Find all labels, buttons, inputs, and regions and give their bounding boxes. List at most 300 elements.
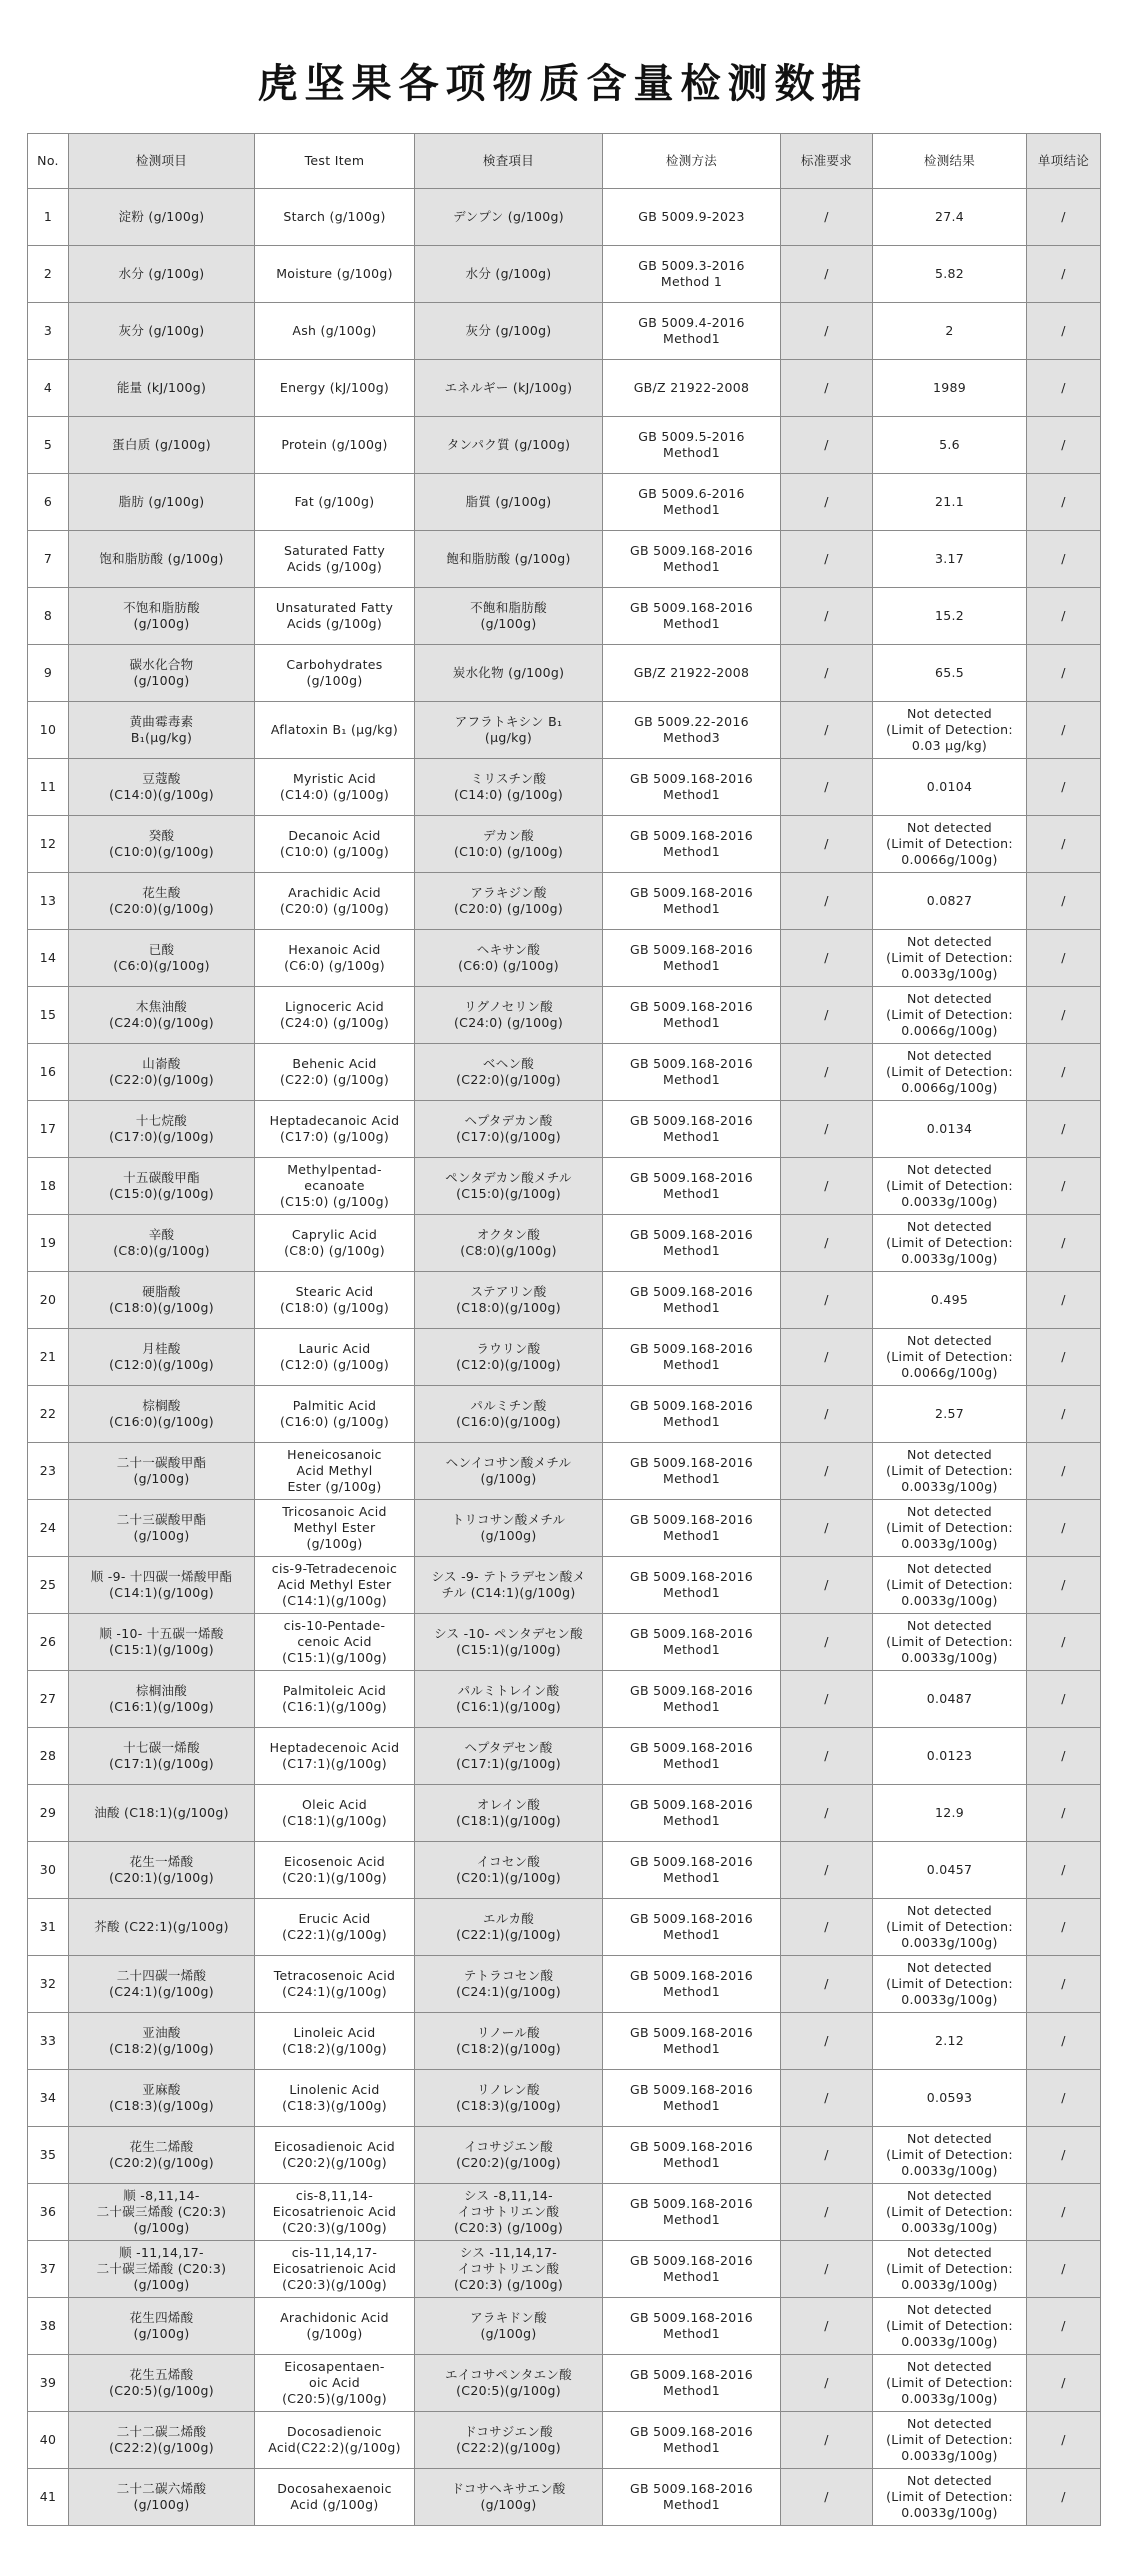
cell-item-jp: トリコサン酸メチル (g/100g)	[415, 1500, 603, 1557]
cell-method: GB 5009.168-2016 Method1	[603, 588, 781, 645]
cell-row-number: 7	[28, 531, 69, 588]
cell-result: Not detected (Limit of Detection: 0.0033g/100g)	[873, 1158, 1027, 1215]
cell-conclusion: /	[1027, 816, 1101, 873]
cell-item-en: Erucic Acid (C22:1)(g/100g)	[255, 1899, 415, 1956]
cell-result: Not detected (Limit of Detection: 0.03 μg/kg)	[873, 702, 1027, 759]
cell-method: GB 5009.168-2016 Method1	[603, 1158, 781, 1215]
cell-item-cn: 硬脂酸 (C18:0)(g/100g)	[69, 1272, 255, 1329]
cell-item-jp: ステアリン酸 (C18:0)(g/100g)	[415, 1272, 603, 1329]
cell-item-en: Heptadecenoic Acid (C17:1)(g/100g)	[255, 1728, 415, 1785]
cell-row-number: 8	[28, 588, 69, 645]
cell-conclusion: /	[1027, 303, 1101, 360]
cell-method: GB 5009.168-2016 Method1	[603, 2241, 781, 2298]
table-row	[28, 1443, 1101, 1500]
cell-method: GB 5009.168-2016 Method1	[603, 1272, 781, 1329]
header-item-en: Test Item	[255, 134, 415, 189]
cell-standard: /	[781, 645, 873, 702]
cell-method: GB 5009.168-2016 Method1	[603, 987, 781, 1044]
cell-row-number: 16	[28, 1044, 69, 1101]
cell-method: GB 5009.168-2016 Method1	[603, 1443, 781, 1500]
cell-standard: /	[781, 2355, 873, 2412]
cell-standard: /	[781, 1443, 873, 1500]
cell-method: GB 5009.6-2016 Method1	[603, 474, 781, 531]
cell-item-jp: シス -10- ペンタデセン酸 (C15:1)(g/100g)	[415, 1614, 603, 1671]
cell-row-number: 1	[28, 189, 69, 246]
cell-method: GB 5009.168-2016 Method1	[603, 759, 781, 816]
table-row	[28, 474, 1101, 531]
cell-item-jp: ヘプタデセン酸 (C17:1)(g/100g)	[415, 1728, 603, 1785]
table-row	[28, 1671, 1101, 1728]
cell-conclusion: /	[1027, 759, 1101, 816]
cell-item-cn: 顺 -8,11,14- 二十碳三烯酸 (C20:3) (g/100g)	[69, 2184, 255, 2241]
cell-row-number: 15	[28, 987, 69, 1044]
cell-standard: /	[781, 2013, 873, 2070]
cell-row-number: 32	[28, 1956, 69, 2013]
cell-standard: /	[781, 360, 873, 417]
cell-conclusion: /	[1027, 1443, 1101, 1500]
cell-conclusion: /	[1027, 1386, 1101, 1443]
cell-result: 0.495	[873, 1272, 1027, 1329]
cell-result: Not detected (Limit of Detection: 0.0033g/100g)	[873, 2298, 1027, 2355]
cell-item-jp: アラキドン酸 (g/100g)	[415, 2298, 603, 2355]
cell-item-jp: オレイン酸 (C18:1)(g/100g)	[415, 1785, 603, 1842]
cell-method: GB 5009.168-2016 Method1	[603, 873, 781, 930]
cell-item-jp: オクタン酸 (C8:0)(g/100g)	[415, 1215, 603, 1272]
cell-standard: /	[781, 1614, 873, 1671]
cell-result: 5.82	[873, 246, 1027, 303]
cell-method: GB 5009.3-2016 Method 1	[603, 246, 781, 303]
table-row	[28, 1557, 1101, 1614]
table-row	[28, 1101, 1101, 1158]
cell-result: Not detected (Limit of Detection: 0.0033g/100g)	[873, 2241, 1027, 2298]
cell-item-cn: 花生酸 (C20:0)(g/100g)	[69, 873, 255, 930]
cell-result: 21.1	[873, 474, 1027, 531]
table-row	[28, 1899, 1101, 1956]
cell-item-cn: 花生一烯酸 (C20:1)(g/100g)	[69, 1842, 255, 1899]
cell-item-jp: シス -8,11,14- イコサトリエン酸 (C20:3) (g/100g)	[415, 2184, 603, 2241]
cell-row-number: 33	[28, 2013, 69, 2070]
cell-result: Not detected (Limit of Detection: 0.0033g/100g)	[873, 1443, 1027, 1500]
cell-item-jp: デンプン (g/100g)	[415, 189, 603, 246]
cell-conclusion: /	[1027, 2355, 1101, 2412]
cell-standard: /	[781, 2412, 873, 2469]
cell-standard: /	[781, 1158, 873, 1215]
results-table	[27, 133, 1101, 2526]
cell-item-en: Eicosadienoic Acid (C20:2)(g/100g)	[255, 2127, 415, 2184]
cell-row-number: 5	[28, 417, 69, 474]
cell-item-en: Arachidonic Acid (g/100g)	[255, 2298, 415, 2355]
cell-result: Not detected (Limit of Detection: 0.0033g/100g)	[873, 2412, 1027, 2469]
cell-conclusion: /	[1027, 588, 1101, 645]
cell-result: 12.9	[873, 1785, 1027, 1842]
cell-result: Not detected (Limit of Detection: 0.0033g/100g)	[873, 2469, 1027, 2526]
cell-item-jp: ドコサヘキサエン酸 (g/100g)	[415, 2469, 603, 2526]
cell-conclusion: /	[1027, 1329, 1101, 1386]
table-row	[28, 1614, 1101, 1671]
table-row	[28, 645, 1101, 702]
cell-method: GB 5009.168-2016 Method1	[603, 1101, 781, 1158]
table-row	[28, 2241, 1101, 2298]
cell-item-en: Palmitoleic Acid (C16:1)(g/100g)	[255, 1671, 415, 1728]
cell-item-jp: ドコサジエン酸 (C22:2)(g/100g)	[415, 2412, 603, 2469]
header-conclusion: 单项结论	[1027, 134, 1101, 189]
cell-item-cn: 花生四烯酸 (g/100g)	[69, 2298, 255, 2355]
cell-item-jp: イコセン酸 (C20:1)(g/100g)	[415, 1842, 603, 1899]
cell-method: GB 5009.168-2016 Method1	[603, 2412, 781, 2469]
cell-result: 0.0593	[873, 2070, 1027, 2127]
cell-item-en: Heneicosanoic Acid Methyl Ester (g/100g)	[255, 1443, 415, 1500]
cell-conclusion: /	[1027, 1158, 1101, 1215]
cell-item-cn: 油酸 (C18:1)(g/100g)	[69, 1785, 255, 1842]
cell-method: GB 5009.168-2016 Method1	[603, 1614, 781, 1671]
cell-item-en: Lauric Acid (C12:0) (g/100g)	[255, 1329, 415, 1386]
cell-standard: /	[781, 588, 873, 645]
cell-conclusion: /	[1027, 1842, 1101, 1899]
cell-method: GB/Z 21922-2008	[603, 645, 781, 702]
table-row	[28, 2298, 1101, 2355]
cell-method: GB 5009.168-2016 Method1	[603, 1728, 781, 1785]
cell-standard: /	[781, 303, 873, 360]
cell-item-en: Lignoceric Acid (C24:0) (g/100g)	[255, 987, 415, 1044]
cell-item-cn: 灰分 (g/100g)	[69, 303, 255, 360]
cell-method: GB 5009.168-2016 Method1	[603, 2070, 781, 2127]
cell-item-en: Eicosenoic Acid (C20:1)(g/100g)	[255, 1842, 415, 1899]
cell-standard: /	[781, 759, 873, 816]
cell-result: 1989	[873, 360, 1027, 417]
cell-item-cn: 辛酸 (C8:0)(g/100g)	[69, 1215, 255, 1272]
cell-method: GB 5009.168-2016 Method1	[603, 816, 781, 873]
cell-standard: /	[781, 1101, 873, 1158]
cell-result: Not detected (Limit of Detection: 0.0066g/100g)	[873, 1044, 1027, 1101]
cell-conclusion: /	[1027, 1899, 1101, 1956]
cell-item-en: Eicosapentaen- oic Acid (C20:5)(g/100g)	[255, 2355, 415, 2412]
cell-item-en: Palmitic Acid (C16:0) (g/100g)	[255, 1386, 415, 1443]
cell-conclusion: /	[1027, 360, 1101, 417]
cell-standard: /	[781, 1044, 873, 1101]
cell-standard: /	[781, 531, 873, 588]
cell-row-number: 12	[28, 816, 69, 873]
cell-conclusion: /	[1027, 1671, 1101, 1728]
header-method: 检测方法	[603, 134, 781, 189]
cell-method: GB 5009.5-2016 Method1	[603, 417, 781, 474]
cell-item-jp: アラキジン酸 (C20:0) (g/100g)	[415, 873, 603, 930]
cell-standard: /	[781, 987, 873, 1044]
table-row	[28, 2355, 1101, 2412]
table-row	[28, 1329, 1101, 1386]
cell-result: 0.0134	[873, 1101, 1027, 1158]
cell-result: 2.12	[873, 2013, 1027, 2070]
table-row	[28, 246, 1101, 303]
table-row	[28, 531, 1101, 588]
cell-conclusion: /	[1027, 2298, 1101, 2355]
cell-standard: /	[781, 873, 873, 930]
cell-conclusion: /	[1027, 1557, 1101, 1614]
cell-row-number: 39	[28, 2355, 69, 2412]
cell-row-number: 21	[28, 1329, 69, 1386]
cell-item-cn: 能量 (kJ/100g)	[69, 360, 255, 417]
cell-standard: /	[781, 189, 873, 246]
cell-standard: /	[781, 2298, 873, 2355]
cell-conclusion: /	[1027, 1785, 1101, 1842]
cell-standard: /	[781, 1842, 873, 1899]
cell-conclusion: /	[1027, 1044, 1101, 1101]
cell-item-cn: 二十三碳酸甲酯 (g/100g)	[69, 1500, 255, 1557]
cell-result: Not detected (Limit of Detection: 0.0033g/100g)	[873, 1557, 1027, 1614]
cell-conclusion: /	[1027, 2469, 1101, 2526]
cell-row-number: 19	[28, 1215, 69, 1272]
cell-conclusion: /	[1027, 1101, 1101, 1158]
table-row	[28, 1215, 1101, 1272]
cell-row-number: 41	[28, 2469, 69, 2526]
cell-item-en: Tetracosenoic Acid (C24:1)(g/100g)	[255, 1956, 415, 2013]
table-row	[28, 360, 1101, 417]
cell-item-jp: イコサジエン酸 (C20:2)(g/100g)	[415, 2127, 603, 2184]
table-row	[28, 588, 1101, 645]
cell-row-number: 6	[28, 474, 69, 531]
table-row	[28, 1956, 1101, 2013]
cell-item-en: cis-8,11,14- Eicosatrienoic Acid (C20:3)(g/100g)	[255, 2184, 415, 2241]
cell-item-en: Oleic Acid (C18:1)(g/100g)	[255, 1785, 415, 1842]
cell-row-number: 17	[28, 1101, 69, 1158]
cell-standard: /	[781, 1671, 873, 1728]
cell-item-en: Unsaturated Fatty Acids (g/100g)	[255, 588, 415, 645]
cell-item-cn: 二十四碳一烯酸 (C24:1)(g/100g)	[69, 1956, 255, 2013]
cell-method: GB 5009.168-2016 Method1	[603, 2298, 781, 2355]
cell-method: GB 5009.168-2016 Method1	[603, 2013, 781, 2070]
cell-item-en: Tricosanoic Acid Methyl Ester (g/100g)	[255, 1500, 415, 1557]
table-row	[28, 2412, 1101, 2469]
cell-item-cn: 山嵛酸 (C22:0)(g/100g)	[69, 1044, 255, 1101]
cell-row-number: 20	[28, 1272, 69, 1329]
cell-standard: /	[781, 816, 873, 873]
cell-row-number: 31	[28, 1899, 69, 1956]
cell-method: GB 5009.22-2016 Method3	[603, 702, 781, 759]
cell-result: Not detected (Limit of Detection: 0.0033g/100g)	[873, 1899, 1027, 1956]
cell-result: Not detected (Limit of Detection: 0.0066g/100g)	[873, 1329, 1027, 1386]
cell-row-number: 37	[28, 2241, 69, 2298]
cell-item-jp: ヘキサン酸 (C6:0) (g/100g)	[415, 930, 603, 987]
cell-item-en: Hexanoic Acid (C6:0) (g/100g)	[255, 930, 415, 987]
cell-result: Not detected (Limit of Detection: 0.0033g/100g)	[873, 2184, 1027, 2241]
cell-result: 0.0104	[873, 759, 1027, 816]
cell-row-number: 26	[28, 1614, 69, 1671]
cell-standard: /	[781, 1272, 873, 1329]
cell-item-en: Myristic Acid (C14:0) (g/100g)	[255, 759, 415, 816]
cell-item-jp: シス -11,14,17- イコサトリエン酸 (C20:3) (g/100g)	[415, 2241, 603, 2298]
header-result: 检测结果	[873, 134, 1027, 189]
cell-row-number: 4	[28, 360, 69, 417]
cell-method: GB 5009.168-2016 Method1	[603, 1899, 781, 1956]
cell-conclusion: /	[1027, 702, 1101, 759]
cell-item-cn: 淀粉 (g/100g)	[69, 189, 255, 246]
cell-item-en: Docosadienoic Acid(C22:2)(g/100g)	[255, 2412, 415, 2469]
cell-item-en: Protein (g/100g)	[255, 417, 415, 474]
header-row	[28, 134, 1101, 189]
cell-item-cn: 二十二碳六烯酸 (g/100g)	[69, 2469, 255, 2526]
cell-item-en: Carbohydrates (g/100g)	[255, 645, 415, 702]
cell-row-number: 23	[28, 1443, 69, 1500]
table-header	[28, 134, 1101, 189]
cell-row-number: 11	[28, 759, 69, 816]
cell-method: GB 5009.168-2016 Method1	[603, 1500, 781, 1557]
cell-item-cn: 十七烷酸 (C17:0)(g/100g)	[69, 1101, 255, 1158]
cell-method: GB 5009.168-2016 Method1	[603, 1386, 781, 1443]
table-row	[28, 759, 1101, 816]
cell-item-jp: ペンタデカン酸メチル (C15:0)(g/100g)	[415, 1158, 603, 1215]
cell-standard: /	[781, 1557, 873, 1614]
cell-row-number: 9	[28, 645, 69, 702]
cell-conclusion: /	[1027, 246, 1101, 303]
table-row	[28, 987, 1101, 1044]
cell-item-en: Starch (g/100g)	[255, 189, 415, 246]
cell-item-en: Stearic Acid (C18:0) (g/100g)	[255, 1272, 415, 1329]
cell-method: GB 5009.9-2023	[603, 189, 781, 246]
cell-row-number: 14	[28, 930, 69, 987]
cell-item-cn: 木焦油酸 (C24:0)(g/100g)	[69, 987, 255, 1044]
cell-item-cn: 花生二烯酸 (C20:2)(g/100g)	[69, 2127, 255, 2184]
cell-item-jp: リグノセリン酸 (C24:0) (g/100g)	[415, 987, 603, 1044]
cell-conclusion: /	[1027, 2013, 1101, 2070]
cell-conclusion: /	[1027, 1614, 1101, 1671]
header-no: No.	[28, 134, 69, 189]
cell-conclusion: /	[1027, 873, 1101, 930]
table-row	[28, 2070, 1101, 2127]
cell-item-en: Methylpentad- ecanoate (C15:0) (g/100g)	[255, 1158, 415, 1215]
cell-standard: /	[781, 474, 873, 531]
cell-item-cn: 黄曲霉毒素 B₁(μg/kg)	[69, 702, 255, 759]
cell-method: GB 5009.4-2016 Method1	[603, 303, 781, 360]
cell-standard: /	[781, 246, 873, 303]
table-body	[28, 189, 1101, 2526]
cell-result: Not detected (Limit of Detection: 0.0033g/100g)	[873, 930, 1027, 987]
cell-item-cn: 棕榈酸 (C16:0)(g/100g)	[69, 1386, 255, 1443]
cell-row-number: 13	[28, 873, 69, 930]
cell-result: Not detected (Limit of Detection: 0.0033g/100g)	[873, 2127, 1027, 2184]
cell-result: 3.17	[873, 531, 1027, 588]
cell-item-jp: タンパク質 (g/100g)	[415, 417, 603, 474]
cell-item-cn: 顺 -9- 十四碳一烯酸甲酯 (C14:1)(g/100g)	[69, 1557, 255, 1614]
table-row	[28, 1785, 1101, 1842]
table-row	[28, 1500, 1101, 1557]
cell-item-en: Fat (g/100g)	[255, 474, 415, 531]
page-title: 虎坚果各项物质含量检测数据	[257, 61, 869, 107]
table-row	[28, 2127, 1101, 2184]
cell-standard: /	[781, 2070, 873, 2127]
table-row	[28, 2184, 1101, 2241]
cell-item-jp: 飽和脂肪酸 (g/100g)	[415, 531, 603, 588]
cell-result: 2.57	[873, 1386, 1027, 1443]
cell-item-jp: ミリスチン酸 (C14:0) (g/100g)	[415, 759, 603, 816]
cell-result: Not detected (Limit of Detection: 0.0033g/100g)	[873, 2355, 1027, 2412]
cell-item-cn: 二十一碳酸甲酯 (g/100g)	[69, 1443, 255, 1500]
cell-item-jp: 脂質 (g/100g)	[415, 474, 603, 531]
cell-item-jp: パルミチン酸 (C16:0)(g/100g)	[415, 1386, 603, 1443]
cell-row-number: 29	[28, 1785, 69, 1842]
cell-item-en: cis-11,14,17- Eicosatrienoic Acid (C20:3)(g/100g)	[255, 2241, 415, 2298]
cell-conclusion: /	[1027, 189, 1101, 246]
cell-row-number: 35	[28, 2127, 69, 2184]
cell-row-number: 34	[28, 2070, 69, 2127]
cell-method: GB 5009.168-2016 Method1	[603, 1044, 781, 1101]
cell-row-number: 2	[28, 246, 69, 303]
cell-conclusion: /	[1027, 2070, 1101, 2127]
cell-result: 65.5	[873, 645, 1027, 702]
cell-item-cn: 月桂酸 (C12:0)(g/100g)	[69, 1329, 255, 1386]
cell-item-jp: デカン酸 (C10:0) (g/100g)	[415, 816, 603, 873]
cell-method: GB 5009.168-2016 Method1	[603, 1671, 781, 1728]
cell-standard: /	[781, 1329, 873, 1386]
cell-standard: /	[781, 1215, 873, 1272]
header-standard: 标准要求	[781, 134, 873, 189]
cell-conclusion: /	[1027, 1215, 1101, 1272]
cell-method: GB 5009.168-2016 Method1	[603, 1842, 781, 1899]
cell-item-jp: ベヘン酸 (C22:0)(g/100g)	[415, 1044, 603, 1101]
cell-standard: /	[781, 1956, 873, 2013]
cell-method: GB 5009.168-2016 Method1	[603, 2469, 781, 2526]
cell-row-number: 24	[28, 1500, 69, 1557]
cell-item-en: cis-9-Tetradecenoic Acid Methyl Ester (C14:1)(g/100g)	[255, 1557, 415, 1614]
table-row	[28, 303, 1101, 360]
cell-method: GB/Z 21922-2008	[603, 360, 781, 417]
cell-row-number: 36	[28, 2184, 69, 2241]
cell-method: GB 5009.168-2016 Method1	[603, 1329, 781, 1386]
cell-standard: /	[781, 2127, 873, 2184]
cell-item-cn: 饱和脂肪酸 (g/100g)	[69, 531, 255, 588]
cell-item-en: Heptadecanoic Acid (C17:0) (g/100g)	[255, 1101, 415, 1158]
cell-conclusion: /	[1027, 531, 1101, 588]
cell-item-en: Linolenic Acid (C18:3)(g/100g)	[255, 2070, 415, 2127]
table-row	[28, 1158, 1101, 1215]
cell-result: Not detected (Limit of Detection: 0.0033g/100g)	[873, 1956, 1027, 2013]
cell-row-number: 40	[28, 2412, 69, 2469]
cell-standard: /	[781, 2469, 873, 2526]
cell-conclusion: /	[1027, 2127, 1101, 2184]
cell-conclusion: /	[1027, 2412, 1101, 2469]
cell-item-en: Aflatoxin B₁ (μg/kg)	[255, 702, 415, 759]
cell-item-jp: エネルギー (kJ/100g)	[415, 360, 603, 417]
table-row	[28, 702, 1101, 759]
cell-row-number: 18	[28, 1158, 69, 1215]
cell-result: 0.0827	[873, 873, 1027, 930]
cell-item-cn: 花生五烯酸 (C20:5)(g/100g)	[69, 2355, 255, 2412]
cell-result: Not detected (Limit of Detection: 0.0033g/100g)	[873, 1614, 1027, 1671]
cell-item-cn: 二十二碳二烯酸 (C22:2)(g/100g)	[69, 2412, 255, 2469]
cell-method: GB 5009.168-2016 Method1	[603, 531, 781, 588]
results-table-container	[27, 133, 1101, 2526]
cell-result: 0.0487	[873, 1671, 1027, 1728]
cell-conclusion: /	[1027, 417, 1101, 474]
cell-item-en: Decanoic Acid (C10:0) (g/100g)	[255, 816, 415, 873]
table-row	[28, 1842, 1101, 1899]
cell-item-jp: 水分 (g/100g)	[415, 246, 603, 303]
table-row	[28, 2469, 1101, 2526]
cell-item-jp: 灰分 (g/100g)	[415, 303, 603, 360]
cell-item-en: Docosahexaenoic Acid (g/100g)	[255, 2469, 415, 2526]
cell-row-number: 38	[28, 2298, 69, 2355]
cell-standard: /	[781, 417, 873, 474]
cell-row-number: 25	[28, 1557, 69, 1614]
cell-item-en: Linoleic Acid (C18:2)(g/100g)	[255, 2013, 415, 2070]
cell-conclusion: /	[1027, 2184, 1101, 2241]
cell-row-number: 10	[28, 702, 69, 759]
cell-result: 0.0123	[873, 1728, 1027, 1785]
cell-conclusion: /	[1027, 645, 1101, 702]
cell-standard: /	[781, 1728, 873, 1785]
cell-item-jp: アフラトキシン B₁ (μg/kg)	[415, 702, 603, 759]
cell-result: Not detected (Limit of Detection: 0.0033g/100g)	[873, 1215, 1027, 1272]
table-row	[28, 930, 1101, 987]
cell-item-cn: 已酸 (C6:0)(g/100g)	[69, 930, 255, 987]
